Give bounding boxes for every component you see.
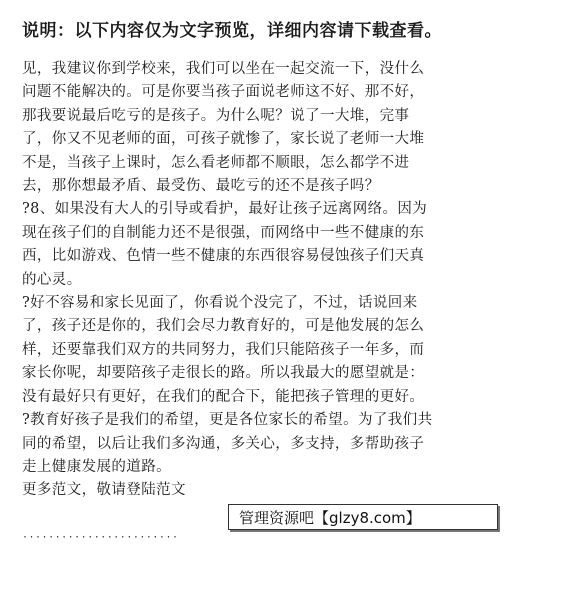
body-line: 西，比如游戏、色情一些不健康的东西很容易侵蚀孩子们天真 (22, 248, 425, 265)
body-line: 不是，当孩子上课时，怎么看老师都不顺眼，怎么都学不进 (22, 154, 410, 171)
body-line: 问题不能解决的。可是你要当孩子面说老师这不好、那不好， (22, 84, 425, 101)
site-watermark-box: 管理资源吧【glzy8.com】 (228, 504, 498, 530)
body-line: 了，你又不见老师的面，可孩子就惨了，家长说了老师一大堆 (22, 131, 425, 148)
preview-notice-header: 说明：以下内容仅为文字预览，详细内容请下载查看。 (22, 21, 442, 41)
body-line: 见，我建议你到学校来，我们可以坐在一起交流一下，没什么 (22, 61, 425, 77)
body-line: 同的希望，以后让我们多沟通，多关心，多支持，多帮助孩子 (22, 435, 425, 452)
body-line: ?8、如果没有大人的引导或看护，最好让孩子远离网络。因为 (22, 201, 428, 218)
dotted-divider: ························ (22, 532, 179, 543)
body-line: 了，孩子还是你的，我们会尽力教育好的，可是他发展的怎么 (22, 318, 425, 335)
body-line: 走上健康发展的道路。 (22, 458, 171, 475)
body-line: ?好不容易和家长见面了，你看说个没完了，不过，话说回来 (22, 295, 418, 312)
body-line: 那我要说最后吃亏的是孩子。为什么呢？说了一大堆，完事 (22, 107, 410, 124)
document-body (22, 58, 548, 503)
body-line: 家长你呢，却要陪孩子走很长的路。所以我最大的愿望就是： (22, 365, 425, 382)
body-line: 没有最好只有更好，在我们的配合下，能把孩子管理的更好。 (22, 388, 425, 405)
body-line: 样，还要靠我们双方的共同努力，我们只能陪孩子一年多，而 (22, 341, 425, 358)
body-line: 去，那你想最矛盾、最受伤、最吃亏的还不是孩子吗？ (22, 178, 380, 195)
body-line: 更多范文，敬请登陆范文 (22, 482, 186, 499)
body-line: ?教育好孩子是我们的希望，更是各位家长的希望。为了我们共 (22, 412, 433, 429)
body-line: 的心灵。 (22, 271, 82, 288)
body-line: 现在孩子们的自制能力还不是很强，而网络中一些不健康的东 (22, 224, 425, 241)
